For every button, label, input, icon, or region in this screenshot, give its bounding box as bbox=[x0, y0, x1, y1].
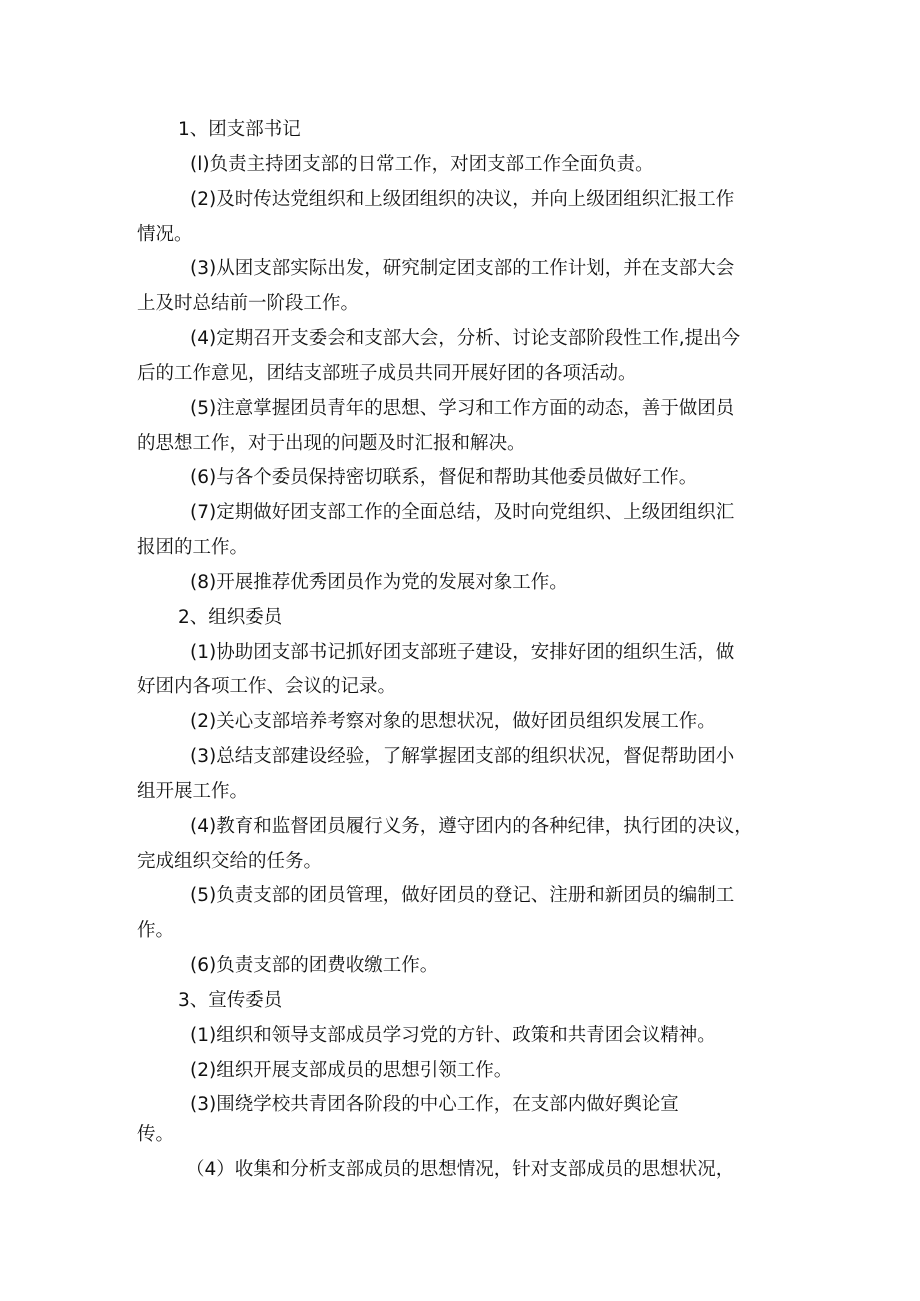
paragraph-line: 的思想工作，对于出现的问题及时汇报和解决。 bbox=[137, 433, 526, 454]
paragraph-line: 完成组织交给的任务。 bbox=[137, 851, 323, 872]
paragraph-line: 传。 bbox=[137, 1124, 175, 1145]
paragraph-line: (l)负责主持团支部的日常工作，对团支部工作全面负责。 bbox=[190, 154, 654, 175]
section-heading-organization: 2、组织委员 bbox=[178, 607, 283, 628]
paragraph-line: (2)关心支部培养考察对象的思想状况，做好团员组织发展工作。 bbox=[190, 711, 716, 732]
paragraph-line: (3)从团支部实际出发，研究制定团支部的工作计划，并在支部大会 bbox=[190, 258, 735, 279]
paragraph-line: (3)围绕学校共青团各阶段的中心工作，在支部内做好舆论宣 bbox=[190, 1094, 679, 1115]
paragraph-line: (6)负责支部的团费收缴工作。 bbox=[190, 955, 439, 976]
paragraph-line: (2)及时传达党组织和上级团组织的决议，并向上级团组织汇报工作 bbox=[190, 189, 735, 210]
paragraph-line: (5)注意掌握团员青年的思想、学习和工作方面的动态，善于做团员 bbox=[190, 398, 735, 419]
paragraph-line: (1)组织和领导支部成员学习党的方针、政策和共青团会议精神。 bbox=[190, 1025, 716, 1046]
paragraph-line: 报团的工作。 bbox=[137, 537, 249, 558]
paragraph-line: (1)协助团支部书记抓好团支部班子建设，安排好团的组织生活，做 bbox=[190, 642, 735, 663]
paragraph-line: 后的工作意见，团结支部班子成员共同开展好团的各项活动。 bbox=[137, 363, 637, 384]
paragraph-line: 情况。 bbox=[137, 224, 193, 245]
paragraph-line: （4）收集和分析支部成员的思想情况，针对支部成员的思想状况， bbox=[186, 1159, 735, 1180]
paragraph-line: (5)负责支部的团员管理，做好团员的登记、注册和新团员的编制工 bbox=[190, 885, 735, 906]
paragraph-line: (6)与各个委员保持密切联系，督促和帮助其他委员做好工作。 bbox=[190, 467, 698, 488]
section-heading-publicity: 3、宣传委员 bbox=[178, 990, 283, 1011]
paragraph-line: (7)定期做好团支部工作的全面总结，及时向党组织、上级团组织汇 bbox=[190, 502, 735, 523]
paragraph-line: (3)总结支部建设经验，了解掌握团支部的组织状况，督促帮助团小 bbox=[190, 746, 735, 767]
paragraph-line: 作。 bbox=[137, 920, 175, 941]
paragraph-line: (8)开展推荐优秀团员作为党的发展对象工作。 bbox=[190, 572, 568, 593]
paragraph-line: 组开展工作。 bbox=[137, 781, 249, 802]
section-heading-secretary: 1、团支部书记 bbox=[178, 119, 301, 140]
paragraph-line: (4)定期召开支委会和支部大会，分析、讨论支部阶段性工作,提出今 bbox=[190, 328, 741, 349]
paragraph-line: 上及时总结前一阶段工作。 bbox=[137, 293, 360, 314]
paragraph-line: 好团内各项工作、会议的记录。 bbox=[137, 676, 397, 697]
paragraph-line: (4)教育和监督团员履行义务，遵守团内的各种纪律，执行团的决议， bbox=[190, 816, 753, 837]
paragraph-line: (2)组织开展支部成员的思想引领工作。 bbox=[190, 1060, 513, 1081]
